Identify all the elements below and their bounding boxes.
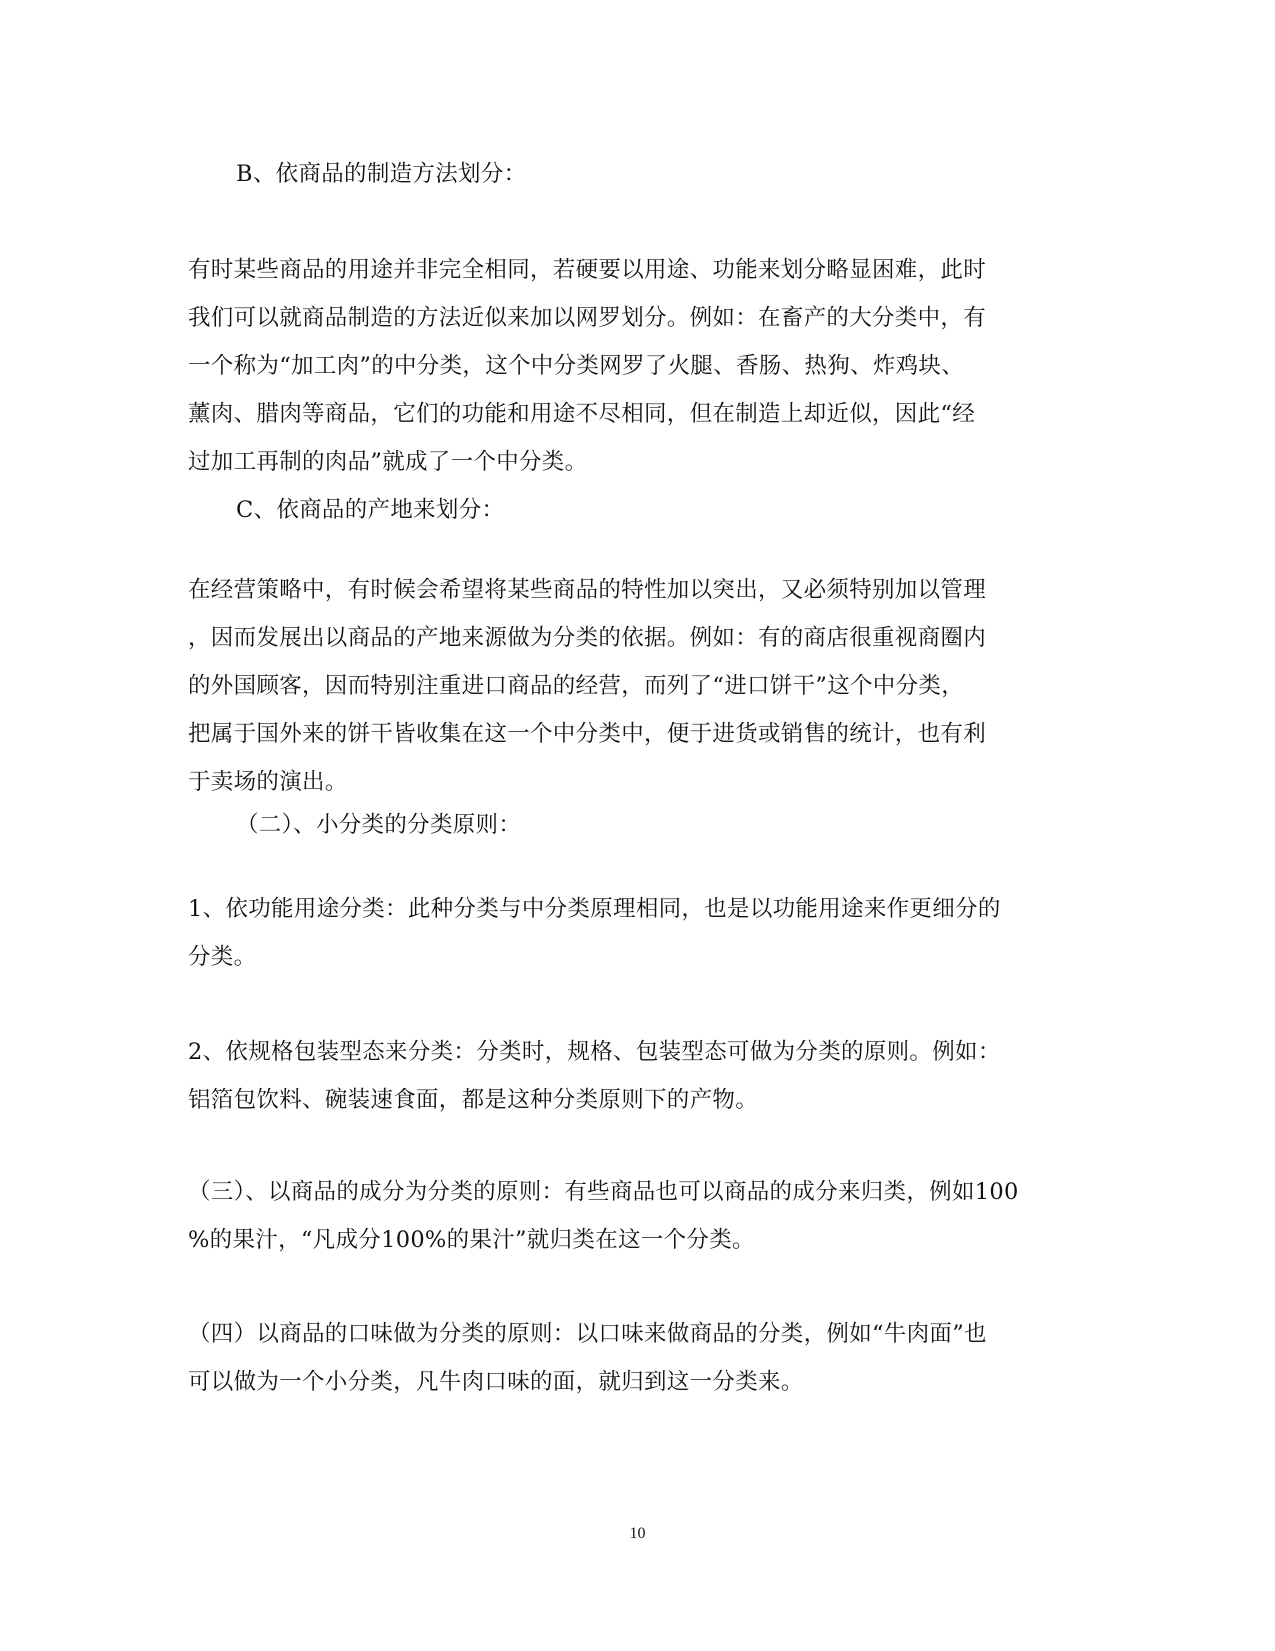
paragraph-line: 把属于国外来的饼干皆收集在这一个中分类中，便于进货或销售的统计，也有利 xyxy=(188,721,987,747)
paragraph-line: 我们可以就商品制造的方法近似来加以网罗划分。例如：在畜产的大分类中，有 xyxy=(188,305,987,331)
heading-text: （二）、小分类的分类原则： xyxy=(236,812,522,838)
list-item-3 xyxy=(188,1168,1084,1264)
paragraph-line: ，因而发展出以商品的产地来源做为分类的依据。例如：有的商店很重视商圈内 xyxy=(188,625,987,651)
list-item-2 xyxy=(188,1028,1084,1124)
paragraph-line: 一个称为“加工肉”的中分类，这个中分类网罗了火腿、香肠、热狗、炸鸡块、 xyxy=(188,353,965,379)
paragraph-line: 于卖场的演出。 xyxy=(188,769,348,795)
page-number: 10 xyxy=(629,1525,646,1542)
paragraph-line: （四）以商品的口味做为分类的原则：以口味来做商品的分类，例如“牛肉面”也 xyxy=(188,1321,987,1347)
paragraph-line: 有时某些商品的用途并非完全相同，若硬要以用途、功能来划分略显困难，此时 xyxy=(188,257,987,283)
paragraph-line: 铝箔包饮料、碗装速食面，都是这种分类原则下的产物。 xyxy=(188,1087,759,1113)
paragraph-b xyxy=(188,246,1084,486)
paragraph-line: 在经营策略中，有时候会希望将某些商品的特性加以突出，又必须特别加以管理 xyxy=(188,577,987,603)
paragraph-line: 2、依规格包装型态来分类：分类时，规格、包装型态可做为分类的原则。例如： xyxy=(188,1039,1001,1065)
section-heading-c xyxy=(188,486,1084,534)
list-item-4 xyxy=(188,1310,1084,1406)
paragraph-line: 可以做为一个小分类，凡牛肉口味的面，就归到这一分类来。 xyxy=(188,1369,804,1395)
paragraph-c xyxy=(188,566,1084,806)
list-item-1 xyxy=(188,885,1084,981)
heading-text: B、依商品的制造方法划分： xyxy=(236,161,527,187)
paragraph-line: （三）、以商品的成分为分类的原则：有些商品也可以商品的成分来归类，例如100 xyxy=(188,1179,1019,1205)
paragraph-line: 过加工再制的肉品”就成了一个中分类。 xyxy=(188,449,588,475)
section-heading-2 xyxy=(188,801,1084,849)
paragraph-line: 的外国顾客，因而特别注重进口商品的经营，而列了“进口饼干”这个中分类， xyxy=(188,673,965,699)
section-heading-b xyxy=(188,150,1084,198)
heading-text: C、依商品的产地来划分： xyxy=(236,497,505,523)
paragraph-line: 薰肉、腊肉等商品，它们的功能和用途不尽相同，但在制造上却近似，因此“经 xyxy=(188,401,976,427)
paragraph-line: 分类。 xyxy=(188,944,257,970)
paragraph-line: %的果汁，“凡成分100%的果汁”就归类在这一个分类。 xyxy=(188,1227,755,1253)
paragraph-line: 1、依功能用途分类：此种分类与中分类原理相同，也是以功能用途来作更细分的 xyxy=(188,896,1001,922)
